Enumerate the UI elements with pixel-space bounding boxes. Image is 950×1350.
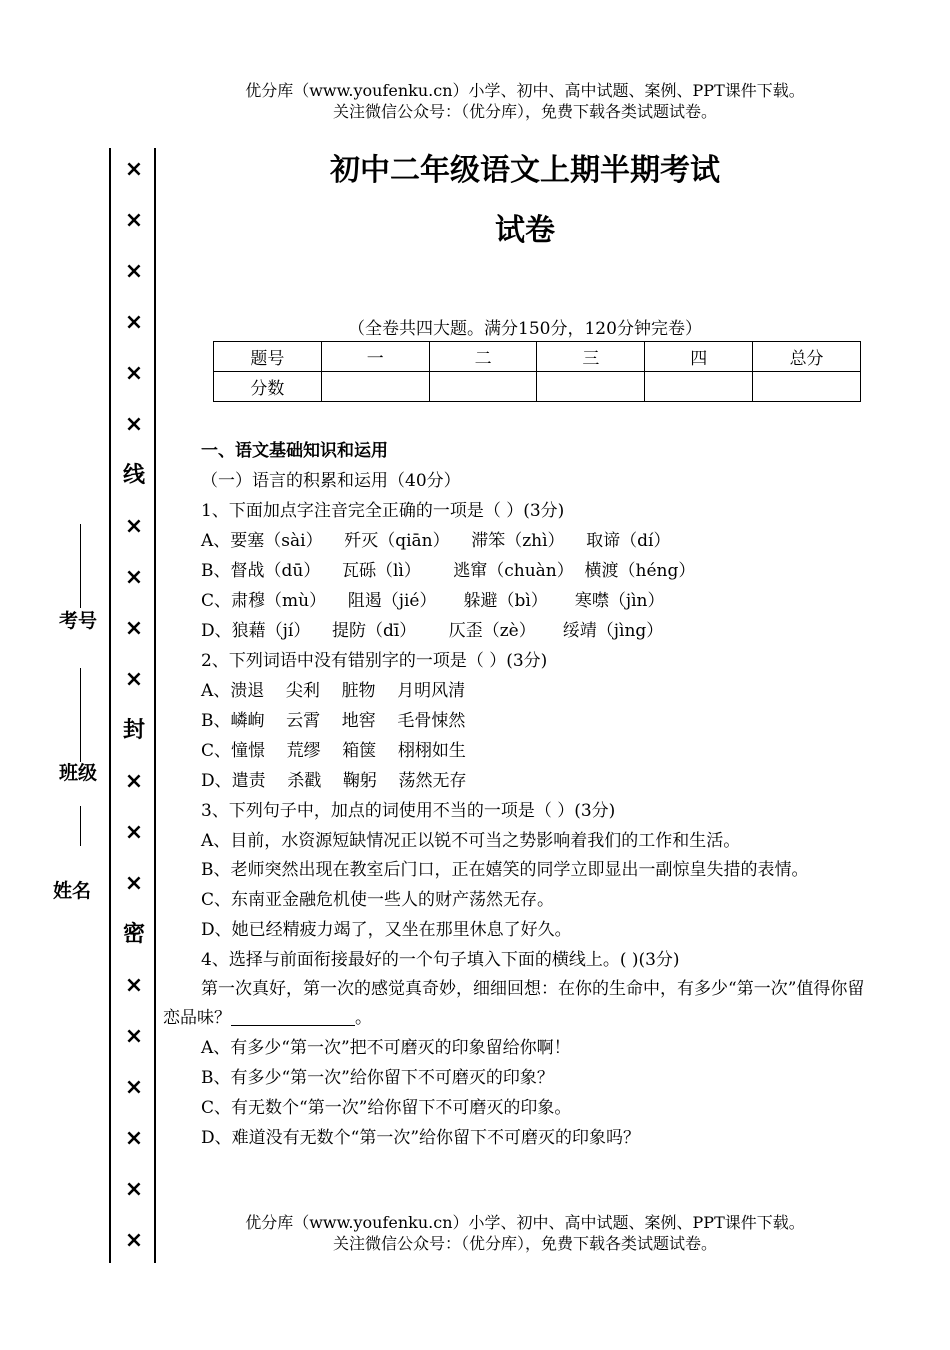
table-header-cell: 二 (429, 342, 537, 372)
question-4-passage (163, 975, 873, 1033)
question-4-option-c: C、有无数个“第一次”给你留下不可磨灭的印象。 (201, 1098, 572, 1118)
question-3-option-c: C、东南亚金融危机使一些人的财产荡然无存。 (201, 890, 555, 910)
question-3-option-a: A、目前，水资源短缺情况正以锐不可当之势影响着我们的工作和生活。 (201, 831, 741, 851)
binding-line-left (109, 148, 111, 1263)
cross-mark: × (124, 667, 144, 692)
class-label: 班级 (58, 762, 97, 784)
seal-word-seal: 封 (122, 718, 145, 743)
cross-mark: × (124, 412, 144, 437)
score-table-header-row (214, 342, 861, 372)
table-header-cell: 四 (645, 342, 753, 372)
table-row-label: 分数 (214, 372, 322, 402)
question-4-option-b: B、有多少“第一次”给你留下不可磨灭的印象？ (201, 1068, 554, 1088)
question-1-option-c: C、肃穆（mù） 阻遏（jié） 躲避（bì） 寒噤（jìn） (201, 591, 665, 611)
table-header-cell: 一 (321, 342, 429, 372)
seal-word-secret: 密 (122, 922, 145, 947)
footer-line-1: 优分库（www.youfenku.cn）小学、初中、高中试题、案例、PPT课件下载。 (245, 1213, 805, 1232)
question-2-stem: 2、下列词语中没有错别字的一项是（ ）(3分) (201, 651, 548, 671)
score-table-score-row (214, 372, 861, 402)
cross-mark: × (124, 1126, 144, 1151)
section-heading: 一、语文基础知识和运用 (201, 441, 388, 461)
cross-mark: × (124, 973, 144, 998)
passage-text: 第一次真好，第一次的感觉真奇妙，细细回想：在你的生命中，有多少“第一次”值得你留恋品味？ (163, 979, 865, 1028)
question-3-stem: 3、下列句子中，加点的词使用不当的一项是（ ）(3分) (201, 801, 616, 821)
score-cell[interactable] (429, 372, 537, 402)
page-header (160, 80, 890, 122)
exam-subtitle: （全卷共四大题。满分150分，120分钟完卷） (348, 319, 702, 339)
cross-mark: × (124, 157, 144, 182)
question-1-option-a: A、要塞（sài） 歼灭（qiān） 滞笨（zhì） 取谛（dí） (201, 531, 671, 551)
score-cell[interactable] (537, 372, 645, 402)
cross-mark: × (124, 1228, 144, 1253)
seal-word-line: 线 (122, 463, 145, 488)
question-4-option-a: A、有多少“第一次”把不可磨灭的印象留给你啊！ (201, 1038, 571, 1058)
cross-mark: × (124, 514, 144, 539)
exam-number-label: 考号 (58, 610, 97, 632)
question-4-stem: 4、选择与前面衔接最好的一个句子填入下面的横线上。( )(3分) (201, 950, 680, 970)
cross-mark: × (124, 1075, 144, 1100)
question-2-option-c: C、憧憬 荒缪 箱箧 栩栩如生 (201, 741, 466, 761)
cross-mark: × (124, 310, 144, 335)
question-3-option-d: D、她已经精疲力竭了，又坐在那里休息了好久。 (201, 920, 572, 940)
cross-mark: × (124, 361, 144, 386)
binding-line-right (154, 148, 156, 1263)
exam-title-line2: 试卷 (495, 213, 555, 248)
cross-mark: × (124, 820, 144, 845)
header-line-1: 优分库（www.youfenku.cn）小学、初中、高中试题、案例、PPT课件下载。 (245, 81, 805, 100)
question-3-option-b: B、老师突然出现在教室后门口，正在嬉笑的同学立即显出一副惊皇失措的表情。 (201, 860, 809, 880)
cross-mark: × (124, 871, 144, 896)
cross-mark: × (124, 565, 144, 590)
footer-line-2: 关注微信公众号：（优分库），免费下载各类试题试卷。 (332, 1234, 717, 1253)
question-1-option-d: D、狼藉（jí） 提防（dī） 仄歪（zè） 绥靖（jìng） (201, 621, 664, 641)
exam-number-blank[interactable] (80, 524, 81, 608)
name-blank[interactable] (80, 806, 81, 846)
class-blank[interactable] (80, 668, 81, 762)
header-line-2: 关注微信公众号：（优分库），免费下载各类试题试卷。 (332, 102, 717, 121)
exam-content (163, 436, 873, 1153)
table-header-cell: 三 (537, 342, 645, 372)
question-4-option-d: D、难道没有无数个“第一次”给你留下不可磨灭的印象吗？ (201, 1128, 641, 1148)
score-cell[interactable] (753, 372, 861, 402)
cross-mark: × (124, 1024, 144, 1049)
page-footer (160, 1212, 890, 1254)
question-2-option-a: A、溃退 尖利 脏物 月明风清 (201, 681, 466, 701)
answer-blank[interactable] (231, 1005, 355, 1026)
question-1-stem: 1、下面加点字注音完全正确的一项是（ ）(3分) (201, 501, 565, 521)
name-label: 姓名 (52, 880, 91, 902)
table-header-cell: 总分 (753, 342, 861, 372)
cross-mark: × (124, 259, 144, 284)
cross-mark: × (124, 208, 144, 233)
score-cell[interactable] (321, 372, 429, 402)
cross-mark: × (124, 616, 144, 641)
exam-title: 初中二年级语文上期半期考试 (330, 153, 720, 188)
cross-mark: × (124, 1177, 144, 1202)
cross-mark: × (124, 769, 144, 794)
score-cell[interactable] (645, 372, 753, 402)
subsection-heading: （一）语言的积累和运用（40分） (201, 471, 461, 491)
score-table (213, 341, 861, 402)
question-1-option-b: B、督战（dū） 瓦砾（lì） 逃窜（chuàn） 横渡（héng） (201, 561, 696, 581)
question-2-option-d: D、遣责 杀戳 鞠躬 荡然无存 (201, 771, 467, 791)
question-2-option-b: B、嶙峋 云霄 地窖 毛骨悚然 (201, 711, 466, 731)
table-header-cell: 题号 (214, 342, 322, 372)
passage-end: 。 (355, 1008, 372, 1028)
